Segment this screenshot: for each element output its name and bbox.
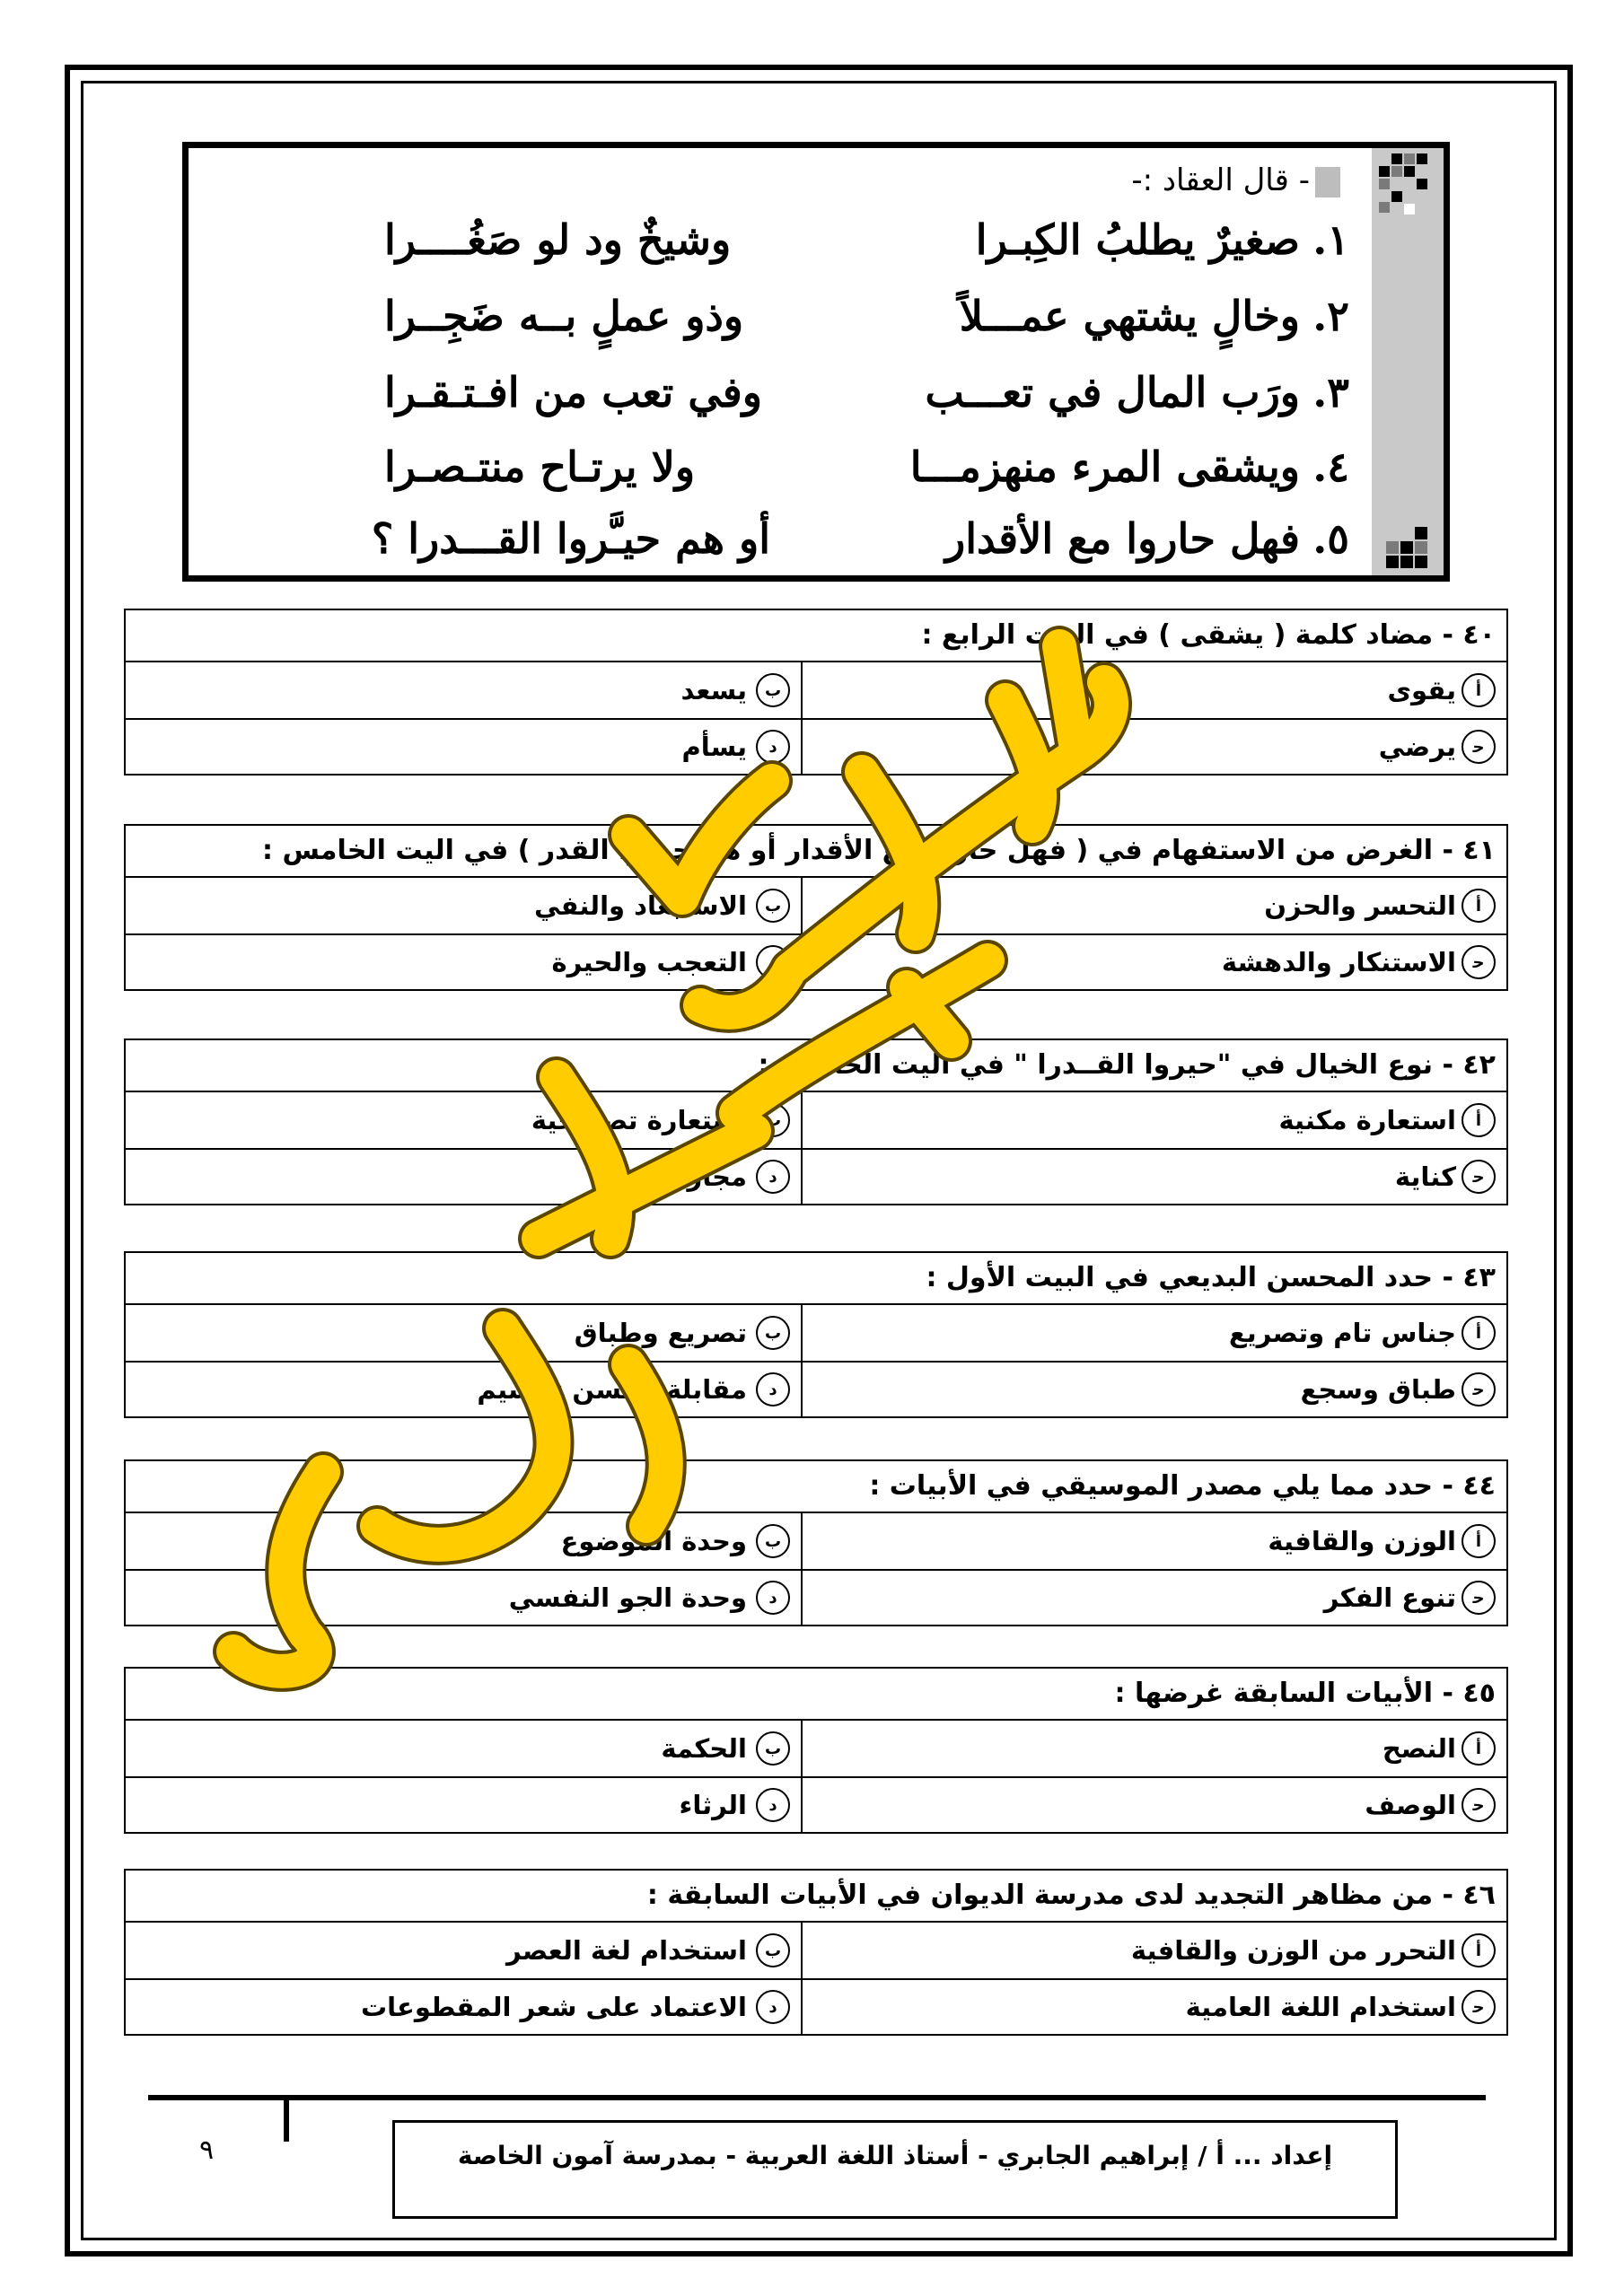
option-text: يقوى: [1387, 675, 1456, 705]
option-text: تصريع وطباق: [574, 1318, 747, 1348]
option-text: وحدة الموضوع: [560, 1526, 747, 1556]
question-46: [124, 1869, 1508, 2036]
option-letter: د: [756, 1581, 790, 1615]
option-text: مقابلة وحسن تقسيم: [477, 1374, 747, 1405]
option-text: الاعتماد على شعر المقطوعات: [360, 1992, 747, 2022]
option-a[interactable]: [801, 878, 1506, 933]
option-d[interactable]: [126, 720, 801, 774]
option-text: الاستبعاد والنفي: [534, 890, 747, 921]
option-text: الاستنكار والدهشة: [1221, 947, 1456, 977]
option-letter: ﺣ: [1462, 1990, 1496, 2024]
question-text: ٤٣ - حدد المحسن البديعي في البيت الأول :: [126, 1253, 1506, 1305]
option-text: النصح: [1382, 1733, 1456, 1764]
option-b[interactable]: [126, 662, 801, 718]
option-letter: ﺣ: [1462, 730, 1496, 764]
option-d[interactable]: [126, 1571, 801, 1625]
question-41: [124, 824, 1508, 991]
footer-tick: [284, 2095, 289, 2142]
option-b[interactable]: [126, 1923, 801, 1978]
option-b[interactable]: [126, 878, 801, 933]
question-44: [124, 1459, 1508, 1626]
footer-rule: [148, 2095, 1486, 2100]
option-c[interactable]: [801, 1363, 1506, 1416]
option-letter: أ: [1462, 1731, 1496, 1766]
page-number: ٩: [199, 2134, 215, 2166]
option-c[interactable]: [801, 1778, 1506, 1832]
question-40: [124, 609, 1508, 776]
option-letter: د: [756, 730, 790, 764]
option-letter: أ: [1462, 889, 1496, 923]
option-text: استعارة تصريحية: [531, 1105, 747, 1135]
option-letter: ﺣ: [1462, 1372, 1496, 1407]
option-letter: أ: [1462, 1933, 1496, 1967]
option-letter: أ: [1462, 1524, 1496, 1558]
option-letter: ب: [756, 1524, 790, 1558]
option-b[interactable]: [126, 1513, 801, 1569]
option-text: التحسر والحزن: [1264, 890, 1456, 921]
option-text: طباق وسجع: [1300, 1374, 1456, 1405]
option-letter: ﺣ: [1462, 1788, 1496, 1822]
question-45: [124, 1667, 1508, 1834]
option-letter: ب: [756, 1316, 790, 1350]
option-letter: ب: [756, 673, 790, 707]
verse: ٥. فهل حاروا مع الأقدار أو هم حيـَّروا القـــدرا ؟: [371, 514, 1349, 563]
option-text: يسعد: [680, 675, 747, 705]
question-text: ٤٥ - الأبيات السابقة غرضها :: [126, 1669, 1506, 1721]
option-text: جناس تام وتصريع: [1228, 1318, 1456, 1348]
option-letter: ﺣ: [1462, 1581, 1496, 1615]
option-letter: ﺣ: [1462, 945, 1496, 979]
option-text: التعجب والحيرة: [551, 947, 747, 977]
option-letter: ب: [756, 889, 790, 923]
option-d[interactable]: [126, 1980, 801, 2034]
option-text: استعارة مكنية: [1278, 1105, 1456, 1135]
option-letter: د: [756, 1160, 790, 1194]
option-text: استخدام اللغة العامية: [1185, 1992, 1456, 2022]
option-letter: ﺣ: [1462, 1160, 1496, 1194]
decorative-strip: [1372, 148, 1444, 575]
option-text: استخدام لغة العصر: [506, 1935, 747, 1966]
option-d[interactable]: [126, 935, 801, 989]
option-b[interactable]: [126, 1092, 801, 1148]
option-letter: د: [756, 1990, 790, 2024]
option-a[interactable]: [801, 1923, 1506, 1978]
option-d[interactable]: [126, 1363, 801, 1416]
option-d[interactable]: [126, 1778, 801, 1832]
option-letter: د: [756, 1788, 790, 1822]
option-text: الوصف: [1365, 1790, 1456, 1820]
option-letter: أ: [1462, 1316, 1496, 1350]
option-letter: د: [756, 1372, 790, 1407]
option-text: يرضي: [1378, 732, 1456, 762]
option-a[interactable]: [801, 1305, 1506, 1361]
option-letter: د: [756, 945, 790, 979]
option-c[interactable]: [801, 1980, 1506, 2034]
option-c[interactable]: [801, 1571, 1506, 1625]
option-text: كناية: [1394, 1161, 1456, 1192]
option-letter: ب: [756, 1731, 790, 1766]
option-a[interactable]: [801, 662, 1506, 718]
poem-box: [182, 142, 1450, 582]
question-43: [124, 1251, 1508, 1418]
question-text: ٤٤ - حدد مما يلي مصدر الموسيقي في الأبيات :: [126, 1461, 1506, 1513]
option-a[interactable]: [801, 1513, 1506, 1569]
footer-credit: إعداد ... أ / إبراهيم الجابري - أستاذ اللغة العربية - بمدرسة آمون الخاصة: [392, 2120, 1398, 2219]
question-42: [124, 1038, 1508, 1205]
option-text: يسأم: [681, 732, 747, 762]
verse: ٢. وخالٍ يشتهي عمـــلاً وذو عملٍ بــه ضَجِــرا: [384, 292, 1349, 340]
verse: ٣. ورَب المال في تعـــب وفي تعب من افـتـقـرا: [384, 368, 1349, 416]
option-text: الوزن والقافية: [1268, 1526, 1456, 1556]
question-text: ٤١ - الغرض من الاستفهام في ( فهل حاروا مع الأقدار أو هم حيروا القدر ) في اليت الخامس :: [126, 826, 1506, 878]
option-text: الرثاء: [679, 1790, 747, 1820]
option-a[interactable]: [801, 1092, 1506, 1148]
option-letter: ب: [756, 1933, 790, 1967]
option-letter: أ: [1462, 1103, 1496, 1137]
option-b[interactable]: [126, 1721, 801, 1776]
option-d[interactable]: [126, 1150, 801, 1204]
option-text: مجاز مرسل: [597, 1161, 747, 1192]
option-text: التحرر من الوزن والقافية: [1130, 1935, 1456, 1966]
question-text: ٤٦ - من مظاهر التجديد لدى مدرسة الديوان في الأبيات السابقة :: [126, 1871, 1506, 1923]
question-text: ٤٠ - مضاد كلمة ( يشقى ) في البيت الرابع :: [126, 610, 1506, 662]
option-c[interactable]: [801, 1150, 1506, 1204]
verse: ٤. ويشقى المرء منهزمـــا ولا يرتـاح منتـصـرا: [384, 443, 1349, 491]
option-text: تنوع الفكر: [1323, 1582, 1456, 1613]
question-text: ٤٢ - نوع الخيال في "حيروا القــدرا " في اليت الخامس :: [126, 1040, 1506, 1092]
option-letter: ب: [756, 1103, 790, 1137]
verse: ١. صغيرٌ يطلبُ الكِبـرا وشيخٌ ود لو صَغُــــرا: [384, 215, 1349, 264]
option-letter: أ: [1462, 673, 1496, 707]
poem-intro: - قال العقاد :-: [1131, 162, 1340, 198]
option-text: وحدة الجو النفسي: [508, 1582, 747, 1613]
option-c[interactable]: [801, 720, 1506, 774]
option-c[interactable]: [801, 935, 1506, 989]
option-text: الحكمة: [661, 1733, 747, 1764]
option-b[interactable]: [126, 1305, 801, 1361]
option-a[interactable]: [801, 1721, 1506, 1776]
